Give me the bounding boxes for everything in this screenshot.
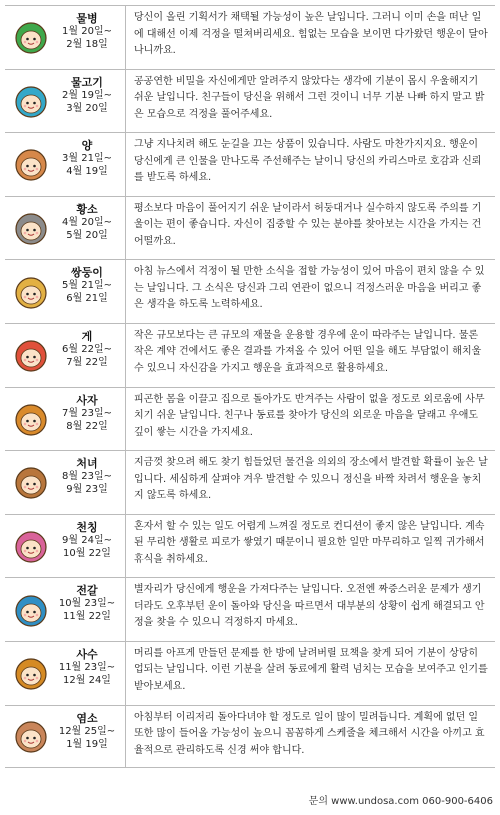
- sign-info: [49, 330, 125, 369]
- scorpio-icon: [11, 590, 51, 630]
- fortune-text: 아침 뉴스에서 걱정이 될 만한 소식을 접할 가능성이 있어 마음이 편치 않을 수 있는 날입니다. 그 소식은 당신과 그리 연관이 없으니 걱정스러운 마음을 버리고 좋은 생각을 하도록 노력하세요.: [134, 266, 485, 311]
- sign-dates: 12월 25일~ 1월 19일: [58, 725, 116, 750]
- sign-dates: 4월 20일~ 5월 20일: [62, 216, 112, 241]
- sign-cell: [5, 515, 125, 578]
- horoscope-row: [5, 323, 495, 387]
- fortune-text: 혼자서 할 수 있는 일도 어렵게 느껴질 정도로 컨디션이 좋지 않은 날입니다. 계속된 무리한 생활로 피로가 쌓였기 때문이니 필요한 일만 마무리하고 일찍 귀가해서 휴식을 취하세요.: [134, 520, 485, 565]
- sagittarius-icon: [11, 653, 51, 693]
- sign-dates: 3월 21일~ 4월 19일: [62, 153, 112, 178]
- fortune-text: 피곤한 몸을 이끌고 집으로 돌아가도 반겨주는 사람이 없을 정도로 외로움에 사무치기 쉬운 날입니다. 친구나 동료를 찾아가 당신의 외로운 마음을 달래고 우애도 깊이 쌓는 시간을 가지세요.: [134, 393, 485, 438]
- sign-name: 전갈: [76, 584, 98, 598]
- fortune-text: 그냥 지나치려 해도 눈길을 끄는 상품이 있습니다. 사람도 마찬가지지요. 행운이 당신에게 큰 인물을 만나도록 주선해주는 날이니 당신의 카리스마로 호감과 신뢰를 받도록 하세요.: [134, 139, 482, 184]
- sign-cell: [5, 642, 125, 705]
- pisces-icon: [11, 81, 51, 121]
- horoscope-row: [5, 705, 495, 769]
- sign-cell: [5, 451, 125, 514]
- sign-cell: [5, 578, 125, 641]
- sign-dates: 1월 20일~ 2월 18일: [62, 26, 112, 50]
- libra-icon: [11, 526, 51, 566]
- taurus-icon: [11, 208, 51, 248]
- capricorn-icon: [11, 716, 51, 756]
- horoscope-row: [5, 641, 495, 705]
- sign-dates: 10월 23일~ 11월 22일: [58, 598, 116, 623]
- fortune-text: 평소보다 마음이 풀어지기 쉬운 날이라서 허둥대거나 실수하지 않도록 주의를 기울이는 편이 좋습니다. 자신이 집중할 수 있는 분야를 찾아보는 시간을 가지는 건 어떨까요.: [134, 202, 482, 247]
- sign-info: [49, 457, 125, 496]
- sign-dates: 9월 24일~ 10월 22일: [62, 534, 112, 559]
- horoscope-row: [5, 132, 495, 196]
- horoscope-row: [5, 196, 495, 260]
- fortune-cell: [125, 6, 495, 69]
- virgo-icon: [11, 462, 51, 502]
- sign-dates: 8월 23일~ 9월 23일: [62, 471, 112, 496]
- sign-info: [49, 12, 125, 51]
- sign-cell: [5, 260, 125, 323]
- horoscope-row: [5, 259, 495, 323]
- fortune-text: 별자리가 당신에게 행운을 가져다주는 날입니다. 오전엔 짜증스러운 문제가 생기더라도 오후부턴 운이 돌아와 당신을 따르면서 대부분의 상황이 쉽게 해결되고 안정을 찾을 수 있으니 걱정하지 마세요.: [134, 584, 485, 629]
- horoscope-row: [5, 387, 495, 451]
- sign-info: [49, 139, 125, 178]
- aries-icon: [11, 144, 51, 184]
- leo-icon: [11, 399, 51, 439]
- fortune-text: 공공연한 비밀을 자신에게만 알려주지 않았다는 생각에 기분이 몹시 우울해지기 쉬운 날입니다. 친구들이 당신을 위해서 그런 것이니 너무 기분 나빠 하지 말고 밝은 모습으로 걱정을 풀어주세요.: [134, 75, 485, 120]
- fortune-cell: [125, 642, 495, 705]
- sign-info: [49, 521, 125, 560]
- fortune-cell: [125, 388, 495, 451]
- sign-cell: [5, 133, 125, 196]
- sign-cell: [5, 324, 125, 387]
- horoscope-row: [5, 450, 495, 514]
- sign-name: 황소: [76, 202, 98, 216]
- fortune-cell: [125, 324, 495, 387]
- horoscope-row: [5, 69, 495, 133]
- horoscope-row: [5, 5, 495, 69]
- sign-info: [49, 712, 125, 751]
- sign-name: 양: [81, 139, 93, 153]
- horoscope-table: [5, 5, 495, 768]
- contact-footer: 문의 www.undosa.com 060-900-6406: [308, 796, 493, 807]
- sign-name: 천칭: [76, 520, 98, 534]
- fortune-cell: [125, 578, 495, 641]
- sign-info: [49, 584, 125, 623]
- sign-info: [49, 648, 125, 687]
- cancer-icon: [11, 335, 51, 375]
- sign-name: 사수: [76, 647, 98, 661]
- sign-info: [49, 203, 125, 242]
- sign-name: 물병: [76, 12, 98, 25]
- fortune-text: 아침부터 이리저리 돌아다녀야 할 정도로 일이 많이 밀려듭니다. 계획에 없던 일 또한 많이 들어올 가능성이 높으니 꼼꼼하게 스케줄을 체크해서 시간을 아끼고 효율적으로 관리하도록 신경 써야 합니다.: [134, 711, 485, 756]
- sign-dates: 6월 22일~ 7월 22일: [62, 343, 112, 368]
- fortune-cell: [125, 451, 495, 514]
- sign-cell: [5, 197, 125, 260]
- sign-name: 처녀: [76, 457, 98, 471]
- sign-cell: [5, 706, 125, 768]
- sign-dates: 11월 23일~ 12월 24일: [58, 661, 116, 686]
- fortune-text: 당신이 올린 기획서가 채택될 가능성이 높은 날입니다. 그러니 이미 손을 떠난 일에 대해선 이제 걱정을 떨쳐버리세요. 힘없는 모습을 보이면 다가왔던 행운이 달아나니까요.: [134, 12, 488, 56]
- sign-name: 게: [81, 329, 93, 343]
- sign-dates: 2월 19일~ 3월 20일: [62, 89, 112, 114]
- fortune-text: 머리를 아프게 만들던 문제를 한 방에 날려버릴 묘책을 찾게 되어 기분이 상당히 업되는 날입니다. 이런 기분을 살려 동료에게 활력 넘치는 모습을 보여주고 인기를 받아보세요.: [134, 647, 488, 692]
- fortune-cell: [125, 706, 495, 768]
- horoscope-row: [5, 577, 495, 641]
- horoscope-row: [5, 514, 495, 578]
- fortune-cell: [125, 70, 495, 133]
- sign-cell: [5, 6, 125, 69]
- fortune-text: 작은 규모보다는 큰 규모의 재물을 운용할 경우에 운이 따라주는 날입니다. 물론 작은 계약 건에서도 좋은 결과를 가져올 수 있어 어떤 일을 해도 부담없이 해치울 수 있으니 자신감을 가지고 행운을 효과적으로 활용하세요.: [134, 329, 482, 374]
- fortune-cell: [125, 515, 495, 578]
- sign-name: 쌍둥이: [71, 266, 103, 280]
- fortune-text: 지금껏 찾으려 해도 찾기 힘들었던 물건을 의외의 장소에서 발견할 확률이 높은 날입니다. 세심하게 살펴야 겨우 발견할 수 있으니 정신을 바짝 차려서 행운을 놓치지 않도록 하세요.: [134, 457, 488, 502]
- gemini-icon: [11, 272, 51, 312]
- fortune-cell: [125, 197, 495, 260]
- sign-dates: 7월 23일~ 8월 22일: [62, 407, 112, 432]
- sign-cell: [5, 70, 125, 133]
- fortune-cell: [125, 260, 495, 323]
- sign-info: [49, 76, 125, 115]
- sign-info: [49, 394, 125, 433]
- sign-name: 사자: [76, 393, 98, 407]
- aquarius-icon: [11, 17, 51, 57]
- sign-cell: [5, 388, 125, 451]
- fortune-cell: [125, 133, 495, 196]
- sign-name: 염소: [76, 711, 98, 725]
- sign-dates: 5월 21일~ 6월 21일: [62, 280, 112, 305]
- sign-name: 물고기: [71, 75, 103, 89]
- sign-info: [49, 266, 125, 305]
